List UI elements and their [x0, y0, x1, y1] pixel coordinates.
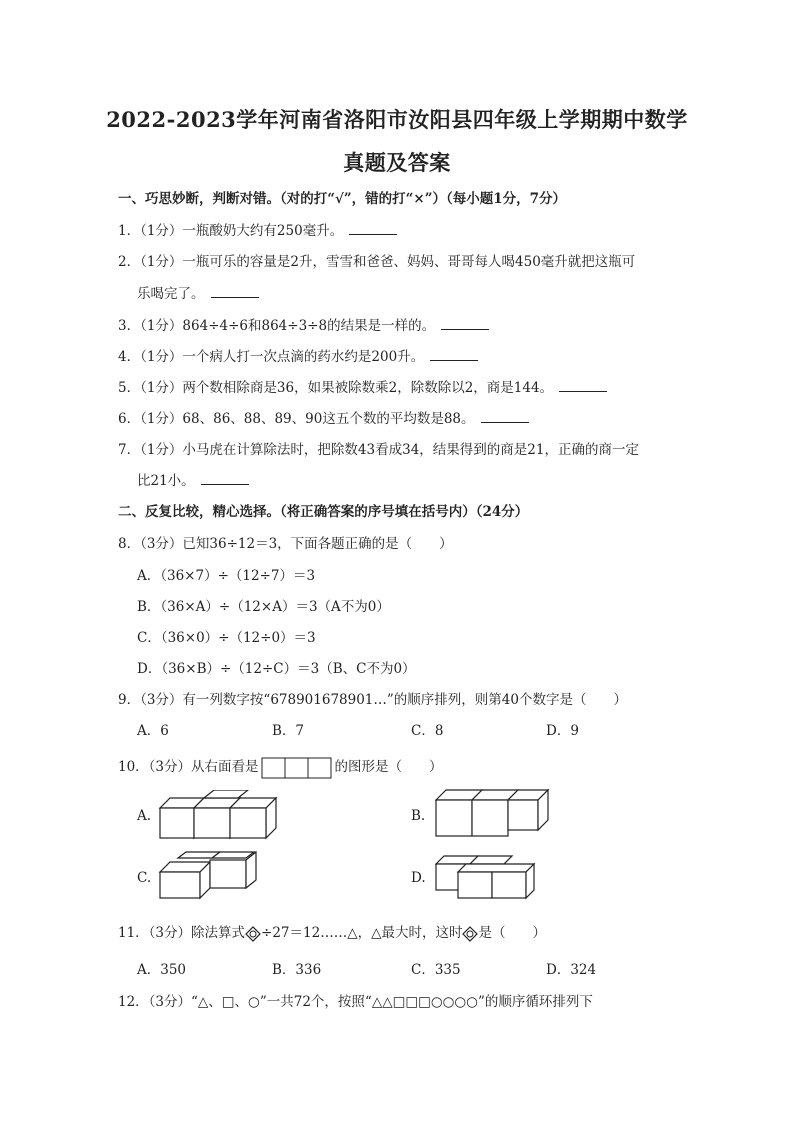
question-6-text: 6．（1分）68、86、88、89、90这五个数的平均数是88。 [118, 411, 475, 427]
option-8a[interactable]: A．（36×7）÷（12÷7）＝3 [137, 568, 316, 584]
option-9b[interactable]: B．7 [272, 723, 305, 739]
answer-blank[interactable] [349, 222, 397, 235]
question-3 [118, 314, 489, 334]
option-8d[interactable]: D．（36×B）÷（12÷C）＝3（B、C不为0） [137, 661, 416, 677]
question-7-cont [137, 469, 249, 489]
page-title-line1: 2022-2023学年河南省洛阳市汝阳县四年级上学期期中数学 [106, 107, 688, 132]
three-squares-figure [261, 757, 333, 779]
diamond-symbol-icon [462, 926, 478, 942]
question-4-text: 4．（1分）一个病人打一次点滴的药水约是200升。 [118, 349, 425, 365]
question-11 [118, 921, 546, 942]
option-9c[interactable]: C．8 [411, 723, 444, 739]
question-10-text: 10．（3分）从右面看是 [118, 759, 259, 775]
option-8b[interactable]: B．（36×A）÷（12×A）＝3（A不为0） [137, 599, 390, 615]
question-1-text: 1．（1分）一瓶酸奶大约有250毫升。 [118, 223, 344, 239]
question-11-text-mid: ÷27＝12……△，△最大时，这时 [261, 925, 463, 941]
question-6 [118, 407, 529, 427]
question-1 [118, 219, 397, 239]
page-title-line2: 真题及答案 [343, 150, 451, 175]
question-10 [118, 755, 443, 779]
option-10c-cubes-figure[interactable] [158, 850, 262, 900]
option-10a-label[interactable]: A. [137, 808, 152, 824]
question-7: 7．（1分）小马虎在计算除法时，把除数43看成34，结果得到的商是21，正确的商一定 [118, 442, 639, 458]
option-10d-cubes-figure[interactable] [434, 852, 538, 900]
question-9: 9．（3分）有一列数字按“678901678901…”的顺序排列，则第40个数字是（ ） [118, 692, 627, 708]
option-10c-label[interactable]: C. [137, 870, 152, 886]
answer-blank[interactable] [441, 317, 489, 330]
question-2: 2．（1分）一瓶可乐的容量是2升，雪雪和爸爸、妈妈、哥哥每人喝450毫升就把这瓶可 [118, 254, 636, 270]
option-8c[interactable]: C．（36×0）÷（12÷0）＝3 [137, 630, 316, 646]
question-5-text: 5．（1分）两个数相除商是36，如果被除数乘2，除数除以2，商是144。 [118, 380, 554, 396]
option-10a-cubes-figure[interactable] [158, 790, 282, 840]
option-11d[interactable]: D．324 [546, 962, 597, 978]
answer-blank[interactable] [430, 348, 478, 361]
question-12: 12．（3分）“△、□、○”一共72个，按照“△△□□□○○○○”的顺序循环排列下 [118, 994, 593, 1010]
section1-heading: 一、巧思妙断，判断对错。（对的打“√”，错的打“×”）（每小题1分，7分） [118, 191, 567, 207]
question-7-text: 比21小。 [137, 473, 195, 489]
diamond-symbol-icon [245, 926, 261, 942]
question-8: 8．（3分）已知36÷12＝3，下面各题正确的是（ ） [118, 536, 453, 552]
option-10b-label[interactable]: B. [411, 808, 426, 824]
section2-heading: 二、反复比较，精心选择。（将正确答案的序号填在括号内）（24分） [118, 504, 529, 520]
answer-blank[interactable] [201, 472, 249, 485]
option-9a[interactable]: A．6 [137, 723, 169, 739]
answer-blank[interactable] [211, 285, 259, 298]
question-2-cont [137, 282, 259, 302]
answer-blank[interactable] [559, 379, 607, 392]
option-10b-cubes-figure[interactable] [434, 788, 552, 838]
question-10-text-end: 的图形是（ ） [334, 759, 443, 775]
option-10d-label[interactable]: D. [411, 870, 426, 886]
option-9d[interactable]: D．9 [546, 723, 579, 739]
question-5 [118, 376, 607, 396]
question-11-text-end: 是（ ） [478, 925, 546, 941]
question-11-text: 11．（3分）除法算式 [118, 925, 246, 941]
question-2-text: 乐喝完了。 [137, 286, 205, 302]
question-4 [118, 345, 478, 365]
option-11b[interactable]: B．336 [272, 962, 322, 978]
answer-blank[interactable] [481, 410, 529, 423]
option-11a[interactable]: A．350 [137, 962, 187, 978]
question-3-text: 3．（1分）864÷4÷6和864÷3÷8的结果是一样的。 [118, 318, 436, 334]
option-11c[interactable]: C．335 [411, 962, 461, 978]
